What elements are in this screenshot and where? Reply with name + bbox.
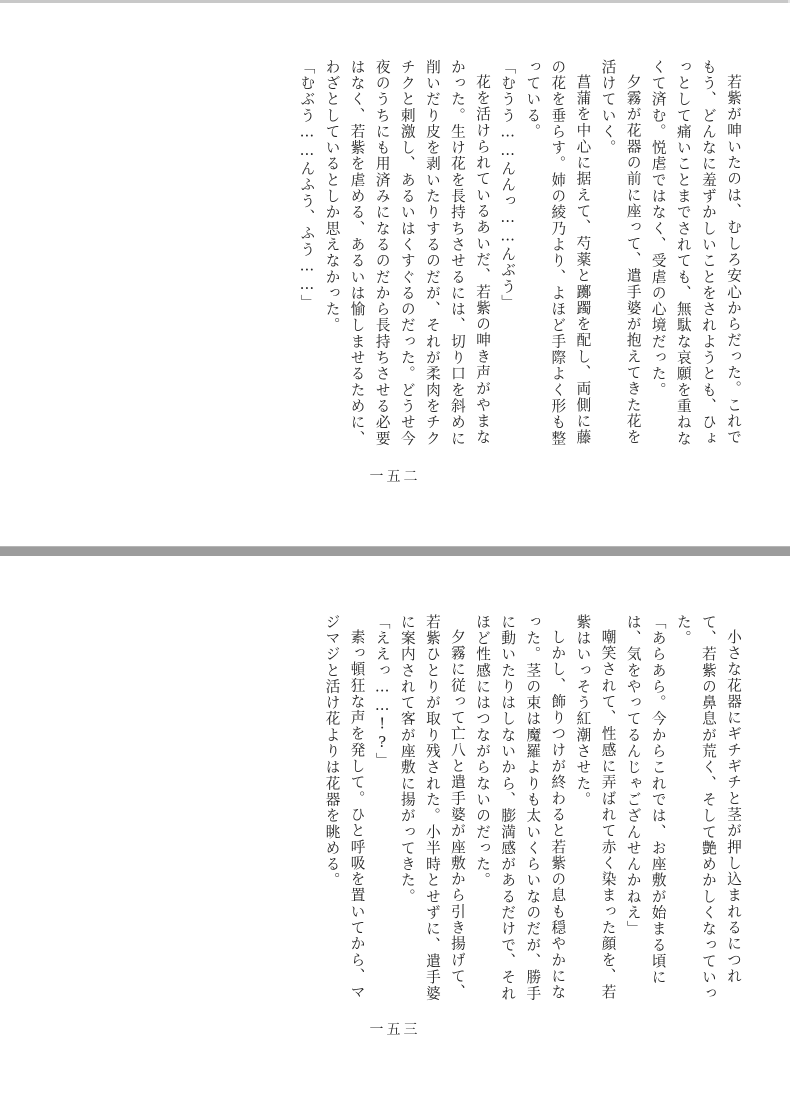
paragraph: しかし、飾りつけが終わると若紫の息も穏やかになった。茎の束は魔羅よりも太いくらいなのだが、勝手に動いたりはしないから、膨満感があるだけで、それほど性感にはつながらないのだった。	[474, 614, 567, 1002]
page-1-text-body	[36, 59, 746, 449]
page-2-text-body	[36, 614, 746, 1006]
paragraph: 素っ頓狂な声を発して。ひと呼吸を置いてから、マジマジと活け花よりは花器を眺める。	[323, 614, 366, 1001]
paragraph: 若紫が呻いたのは、むしろ安心からだった。これでもう、どんなに羞ずかしいことをされようとも、ひょっとして痛いことまでされても、無駄な哀願を重ねなくて済む。悦虐ではなく、受虐の心境だった。	[649, 59, 742, 447]
document-page-1	[0, 3, 790, 546]
paragraph: 夕霧に従って亡八と遣手婆が座敷から引き揚げて、若紫ひとりが取り残された。小半時とせずに、遣手婆に案内されて客が座敷に揚がってきた。	[398, 614, 466, 1002]
paragraph-dialogue: 「ええっ……!?」	[373, 614, 391, 769]
paragraph: 嘲笑されて、性感に弄ばれて赤く染まった顔を、若紫はいっそう紅潮させた。	[574, 614, 617, 1001]
page-number: 一五三	[369, 1022, 421, 1038]
paragraph: 小さな花器にギチギチと茎が押し込まれるにつれて、若紫の鼻息が荒く、そして艶めかしくなっていった。	[674, 614, 742, 1002]
paragraph: 夕霧が花器の前に座って、遣手婆が抱えてきた花を活けていく。	[599, 59, 642, 446]
paragraph-dialogue: 「むうう……んんっ……んぶう」	[499, 59, 517, 311]
page-number: 一五二	[369, 469, 421, 485]
paragraph: 花を活けられているあいだ、若紫の呻き声がやまなかった。生け花を長持ちさせるには、切り口を斜めに削いだり皮を剥いたりするのだが、それが柔肉をチクチクと刺激し、あるいはくすぐるのだった。どうせ今夜のうちにも用済みになるのだから長持ちさせる必要はなく、若紫を虐める、あるいは愉しませるために、わざとしているとしか思えなかった。	[323, 59, 492, 447]
paragraph: 菖蒲を中心に据えて、芍薬と躑躅を配し、両側に藤の花を垂らす。姉の綾乃より、よほど手際よく形も整っている。	[524, 59, 592, 447]
paragraph-dialogue: 「あらあら。今からこれでは、お座敷が始まる頃には、気をやってるんじゃござんせんかねえ」	[624, 614, 667, 986]
paragraph-dialogue: 「むぶう……んふう、ふう……」	[298, 59, 316, 311]
document-page-2	[0, 556, 790, 1100]
